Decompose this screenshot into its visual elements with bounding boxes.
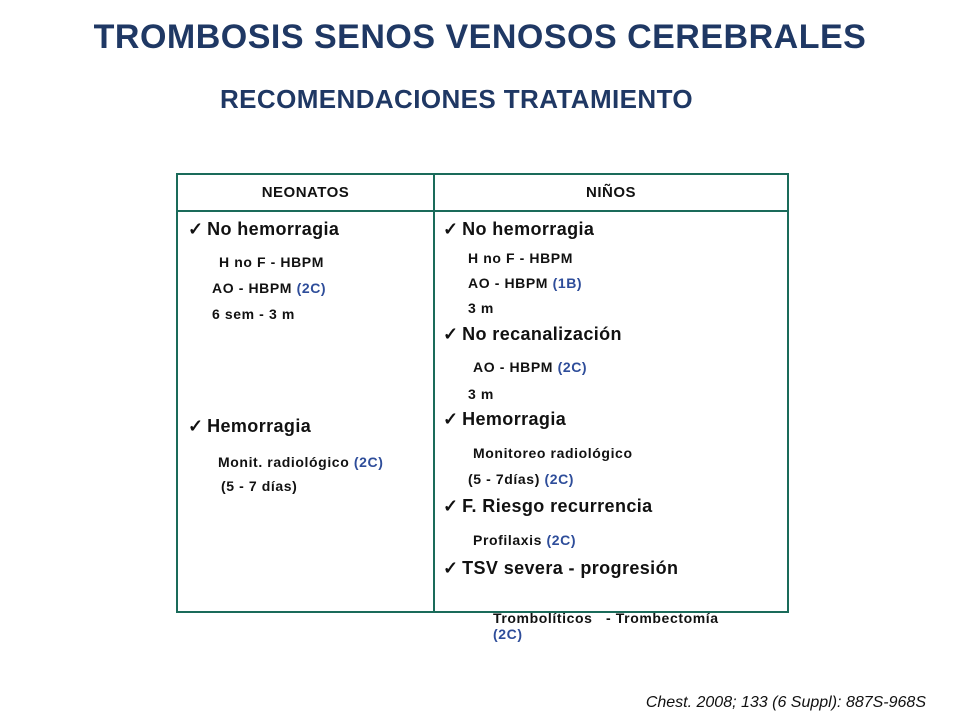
ninos-line (475, 594, 719, 658)
check-icon: ✓ (188, 416, 204, 436)
check-icon: ✓ (188, 219, 204, 239)
header-divider (178, 210, 787, 212)
slide-subtitle: RECOMENDACIONES TRATAMIENTO (220, 84, 694, 114)
grade-label: (2C) (492, 626, 523, 642)
grade-label: (2C) (546, 532, 577, 548)
grade-label: (2C) (353, 454, 384, 470)
neonatos-item-no-hemorragia (188, 219, 339, 240)
neonatos-line: (5 - 7 días) (221, 478, 298, 494)
item-label: No hemorragia (207, 219, 340, 239)
slide-title: TROMBOSIS SENOS VENOSOS CEREBRALES (93, 18, 867, 56)
grade-label: (2C) (296, 280, 327, 296)
line-text: Profilaxis (473, 532, 543, 548)
neonatos-line (212, 280, 326, 296)
ninos-item-hemorragia (443, 409, 566, 430)
ninos-line (468, 275, 582, 291)
grade-label: (2C) (544, 471, 575, 487)
item-label: No recanalización (462, 324, 622, 344)
grade-label: (1B) (552, 275, 583, 291)
column-header-neonatos: NEONATOS (261, 184, 350, 201)
ninos-item-riesgo-recurrencia (443, 496, 653, 517)
neonatos-line: H no F - HBPM (219, 254, 325, 270)
ninos-line: H no F - HBPM (468, 250, 574, 266)
ninos-line (473, 532, 576, 548)
check-icon: ✓ (443, 409, 459, 429)
item-label: TSV severa - progresión (462, 558, 679, 578)
neonatos-item-hemorragia (188, 416, 311, 437)
check-icon: ✓ (443, 496, 459, 516)
item-label: No hemorragia (462, 219, 595, 239)
recommendations-table (176, 173, 789, 642)
ninos-item-no-hemorragia (443, 219, 594, 240)
line-text: AO - HBPM (473, 359, 554, 375)
item-label: Hemorragia (462, 409, 567, 429)
check-icon: ✓ (443, 558, 459, 578)
ninos-line (468, 471, 574, 487)
check-icon: ✓ (443, 219, 459, 239)
line-text: Trombolíticos - Trombectomía (492, 610, 719, 626)
ninos-line: 3 m (468, 300, 494, 316)
ninos-item-tsv-severa (443, 558, 678, 579)
line-text: AO - HBPM (468, 275, 549, 291)
line-text: Monit. radiológico (218, 454, 350, 470)
line-text: (5 - 7días) (468, 471, 540, 487)
column-divider (433, 175, 435, 611)
ninos-item-no-recanalizacion (443, 324, 622, 345)
ninos-line: 3 m (468, 386, 494, 402)
column-header-ninos: NIÑOS (585, 184, 636, 201)
grade-label: (2C) (557, 359, 588, 375)
item-label: Hemorragia (207, 416, 312, 436)
neonatos-line: 6 sem - 3 m (212, 306, 295, 322)
check-icon: ✓ (443, 324, 459, 344)
ninos-line: Monitoreo radiológico (473, 445, 633, 461)
ninos-line (473, 359, 587, 375)
line-text: AO - HBPM (212, 280, 293, 296)
neonatos-line (218, 454, 383, 470)
item-label: F. Riesgo recurrencia (462, 496, 653, 516)
citation: Chest. 2008; 133 (6 Suppl): 887S-968S (645, 694, 926, 711)
